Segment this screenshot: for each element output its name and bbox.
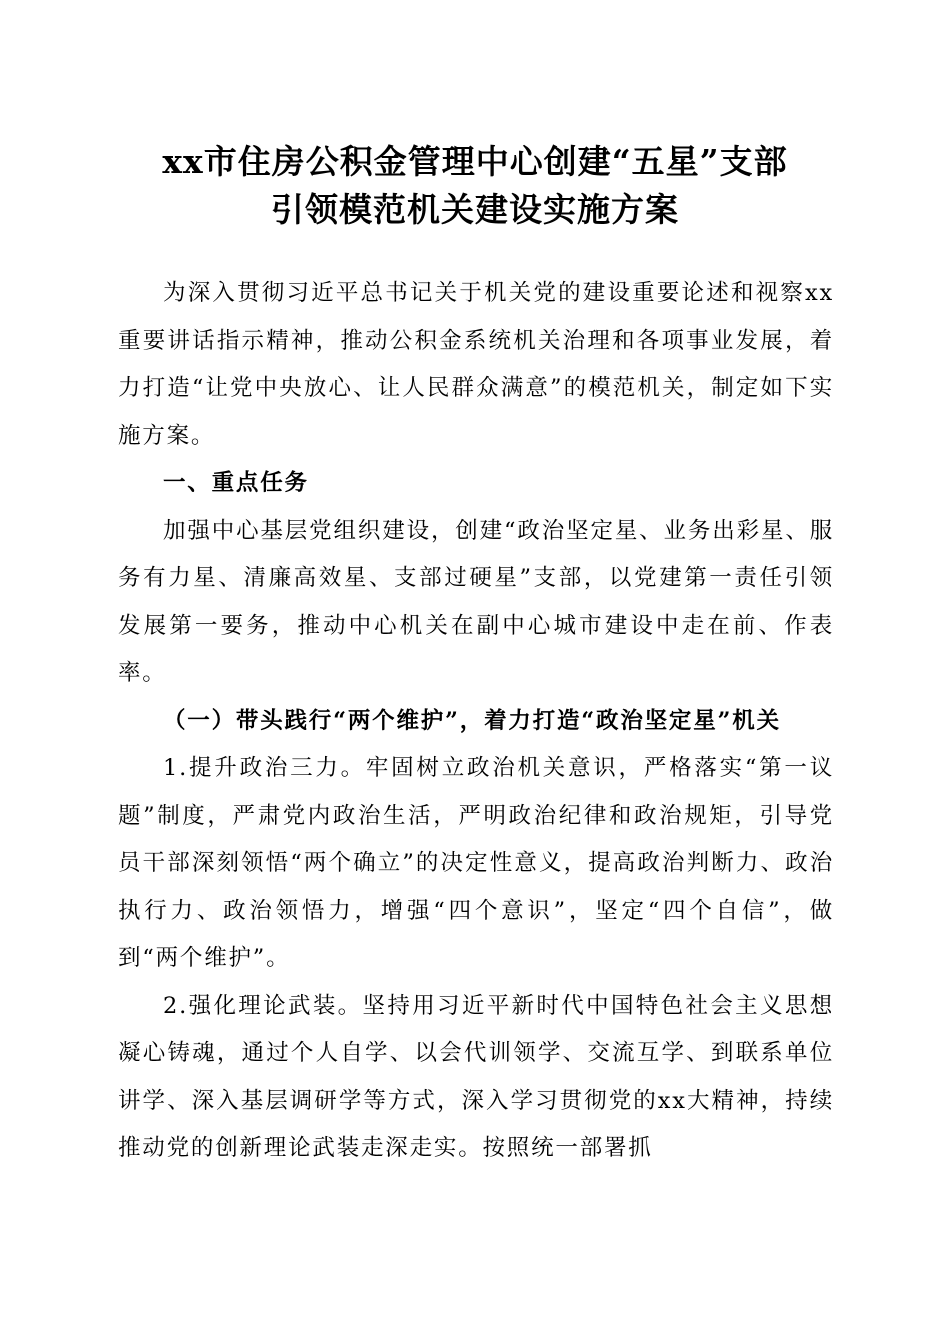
item-paragraph-1: 1.提升政治三力。牢固树立政治机关意识，严格落实“第一议题”制度，严肃党内政治生活，严明政治纪律和政治规矩，引导党员干部深刻领悟“两个确立”的决定性意义，提高政治判断力、政治执行力、政治领悟力，增强“四个意识”，坚定“四个自信”，做到“两个维护”。 [118, 755, 834, 971]
subsection-heading: （一）带头践行“两个维护”，着力打造“政治坚定星”机关 [163, 707, 781, 734]
section-paragraph: 加强中心基层党组织建设，创建“政治坚定星、业务出彩星、服务有力星、清廉高效星、支部过硬星”支部，以党建第一责任引领发展第一要务，推动中心机关在副中心城市建设中走在前、作表率。 [118, 517, 834, 686]
section-heading: 一、重点任务 [163, 470, 309, 496]
item-paragraph-2: 2.强化理论武装。坚持用习近平新时代中国特色社会主义思想凝心铸魂，通过个人自学、以会代训领学、交流互学、到联系单位讲学、深入基层调研学等方式，深入学习贯彻党的xx大精神，持续推动党的创新理论武装走深走实。按照统一部署抓 [118, 992, 834, 1161]
document-title-line-1: xx市住房公积金管理中心创建“五星”支部 [162, 142, 788, 181]
intro-paragraph: 为深入贯彻习近平总书记关于机关党的建设重要论述和视察xx重要讲话指示精神，推动公积金系统机关治理和各项事业发展，着力打造“让党中央放心、让人民群众满意”的模范机关，制定如下实施方案。 [118, 280, 834, 449]
document-body [118, 270, 834, 1173]
document-title-line-2: 引领模范机关建设实施方案 [271, 190, 679, 229]
